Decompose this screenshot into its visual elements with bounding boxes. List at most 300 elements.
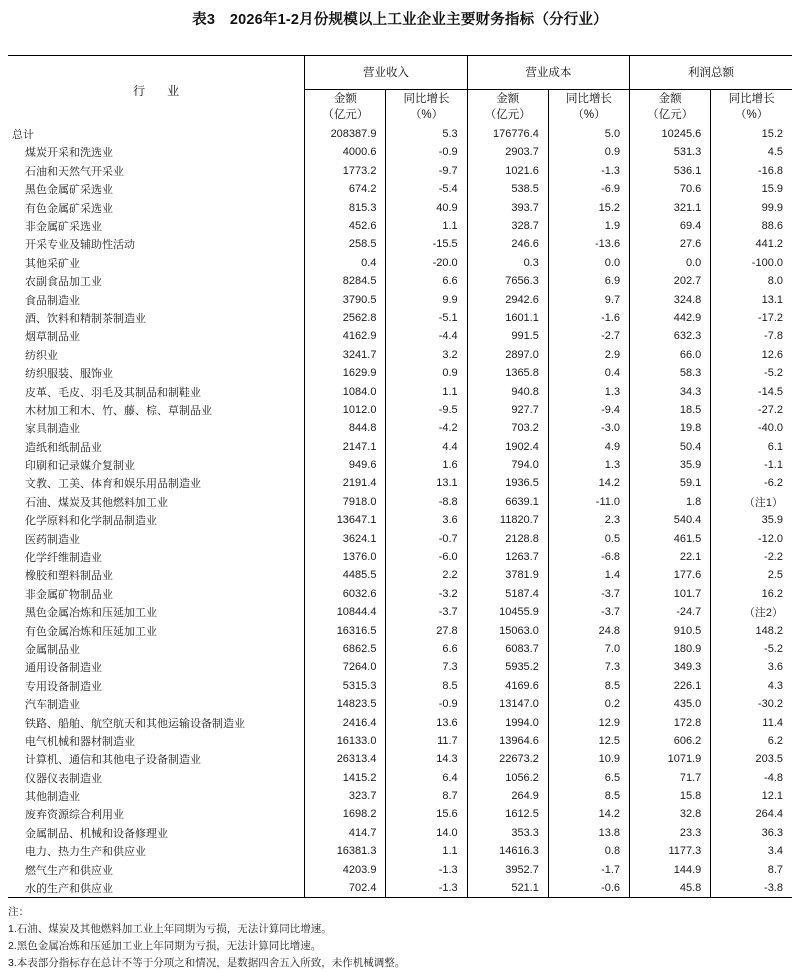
cell-revenue-amount: 16133.0: [305, 732, 386, 750]
cell-revenue-amount: 414.7: [305, 824, 386, 842]
cell-profit-growth: -3.8: [711, 879, 792, 898]
cell-cost-amount: 927.7: [467, 401, 548, 419]
table-row: [8, 860, 792, 878]
cell-revenue-amount: 14823.5: [305, 695, 386, 713]
cell-revenue-growth: 11.7: [386, 732, 467, 750]
cell-cost-growth: -3.7: [548, 603, 629, 621]
cell-profit-amount: 69.4: [630, 217, 711, 235]
subheader-name: 同比增长: [565, 92, 612, 105]
column-header-profit-amount: [630, 89, 711, 125]
cell-profit-growth: 36.3: [711, 824, 792, 842]
row-label-industry: 化学原料和化学制品制造业: [25, 515, 157, 528]
table-row: [8, 493, 792, 511]
cell-cost-growth: 0.0: [548, 254, 629, 272]
cell-cost-growth: 7.0: [548, 640, 629, 658]
cell-profit-amount: 10245.6: [630, 125, 711, 143]
cell-revenue-amount: 7918.0: [305, 493, 386, 511]
cell-revenue-amount: 10844.4: [305, 603, 386, 621]
table-row: [8, 419, 792, 437]
cell-cost-growth: -1.7: [548, 860, 629, 878]
cell-profit-growth: -100.0: [711, 254, 792, 272]
cell-cost-growth: 15.2: [548, 198, 629, 216]
cell-cost-growth: 24.8: [548, 621, 629, 639]
cell-revenue-amount: 26313.4: [305, 750, 386, 768]
cell-profit-growth: 8.7: [711, 860, 792, 878]
cell-cost-growth: 0.2: [548, 695, 629, 713]
cell-revenue-amount: 208387.9: [305, 125, 386, 143]
cell-revenue-growth: 13.6: [386, 713, 467, 731]
cell-revenue-amount: 13647.1: [305, 511, 386, 529]
cell-cost-growth: 6.5: [548, 769, 629, 787]
cell-profit-growth: -14.5: [711, 382, 792, 400]
cell-profit-growth: 441.2: [711, 235, 792, 253]
row-label-industry: 家具制造业: [25, 423, 80, 436]
cell-revenue-amount: 4000.6: [305, 143, 386, 161]
cell-profit-amount: 23.3: [630, 824, 711, 842]
row-label-industry: 水的生产和供应业: [8, 879, 305, 898]
cell-cost-growth: -13.6: [548, 235, 629, 253]
cell-revenue-amount: 323.7: [305, 787, 386, 805]
cell-profit-growth: -12.0: [711, 529, 792, 547]
cell-revenue-growth: -8.8: [386, 493, 467, 511]
column-header-revenue-amount: [305, 89, 386, 125]
column-group-operating-cost: 营业成本: [467, 55, 629, 89]
cell-cost-amount: 1936.5: [467, 474, 548, 492]
table-row: [8, 732, 792, 750]
cell-profit-growth: -5.2: [711, 364, 792, 382]
cell-cost-amount: 14616.3: [467, 842, 548, 860]
column-group-total-profit: 利润总额: [630, 55, 792, 89]
cell-cost-amount: 13964.6: [467, 732, 548, 750]
row-label-industry: 纺织业: [25, 349, 58, 362]
cell-revenue-growth: 6.6: [386, 640, 467, 658]
cell-profit-amount: 1177.3: [630, 842, 711, 860]
row-label-industry: 石油和天然气开采业: [25, 165, 124, 178]
cell-cost-amount: 1601.1: [467, 309, 548, 327]
cell-cost-growth: 1.3: [548, 456, 629, 474]
cell-cost-growth: 8.5: [548, 677, 629, 695]
table-row: [8, 621, 792, 639]
table-row: [8, 309, 792, 327]
cell-revenue-growth: 15.6: [386, 805, 467, 823]
cell-profit-growth: -1.1: [711, 456, 792, 474]
table-row: [8, 658, 792, 676]
cell-profit-growth: -27.2: [711, 401, 792, 419]
table-body: [8, 125, 792, 898]
cell-revenue-amount: 5315.3: [305, 677, 386, 695]
cell-cost-growth: 13.8: [548, 824, 629, 842]
subheader-unit: （亿元）: [322, 109, 369, 122]
subheader-name: 金额: [333, 92, 357, 105]
cell-profit-growth: 88.6: [711, 217, 792, 235]
cell-revenue-growth: -4.4: [386, 327, 467, 345]
subheader-unit: （亿元）: [647, 109, 694, 122]
table-row: [8, 143, 792, 161]
cell-cost-amount: 940.8: [467, 382, 548, 400]
cell-revenue-amount: 674.2: [305, 180, 386, 198]
row-label-industry: 废弃资源综合利用业: [25, 809, 124, 822]
row-label-industry: 纺织服装、服饰业: [25, 368, 113, 381]
cell-revenue-amount: 6032.6: [305, 585, 386, 603]
cell-profit-growth: 8.0: [711, 272, 792, 290]
cell-cost-growth: 12.9: [548, 713, 629, 731]
row-label-industry: 农副食品加工业: [25, 276, 102, 289]
cell-cost-amount: 5187.4: [467, 585, 548, 603]
cell-profit-growth: 15.2: [711, 125, 792, 143]
cell-profit-growth: （注2）: [711, 603, 792, 621]
cell-profit-amount: 59.1: [630, 474, 711, 492]
table-row: [8, 842, 792, 860]
table-row: [8, 805, 792, 823]
cell-revenue-amount: 1084.0: [305, 382, 386, 400]
cell-cost-growth: -11.0: [548, 493, 629, 511]
cell-revenue-amount: 4485.5: [305, 566, 386, 584]
cell-cost-amount: 794.0: [467, 456, 548, 474]
table-row: [8, 603, 792, 621]
cell-profit-amount: 45.8: [630, 879, 711, 898]
row-label-industry: 医药制造业: [25, 533, 80, 546]
cell-cost-amount: 0.3: [467, 254, 548, 272]
table-row: [8, 695, 792, 713]
row-label-industry: 印刷和记录媒介复制业: [25, 460, 135, 473]
cell-revenue-growth: 14.3: [386, 750, 467, 768]
cell-cost-amount: 3952.7: [467, 860, 548, 878]
cell-cost-amount: 5935.2: [467, 658, 548, 676]
table-row: [8, 125, 792, 143]
cell-revenue-amount: 4203.9: [305, 860, 386, 878]
cell-revenue-amount: 1376.0: [305, 548, 386, 566]
table-row: [8, 713, 792, 731]
row-label-industry: 电力、热力生产和供应业: [25, 846, 146, 859]
cell-profit-growth: -30.2: [711, 695, 792, 713]
subheader-name: 同比增长: [403, 92, 450, 105]
cell-profit-growth: -40.0: [711, 419, 792, 437]
cell-cost-growth: -1.3: [548, 162, 629, 180]
table-row: [8, 382, 792, 400]
cell-revenue-growth: 27.8: [386, 621, 467, 639]
cell-profit-amount: 22.1: [630, 548, 711, 566]
column-header-revenue-growth: [386, 89, 467, 125]
cell-cost-growth: 1.3: [548, 382, 629, 400]
cell-profit-growth: -4.8: [711, 769, 792, 787]
cell-cost-amount: 703.2: [467, 419, 548, 437]
cell-profit-amount: 101.7: [630, 585, 711, 603]
cell-profit-amount: 34.3: [630, 382, 711, 400]
cell-revenue-amount: 1415.2: [305, 769, 386, 787]
cell-revenue-growth: 8.5: [386, 677, 467, 695]
cell-cost-amount: 15063.0: [467, 621, 548, 639]
cell-profit-amount: 435.0: [630, 695, 711, 713]
cell-profit-amount: 58.3: [630, 364, 711, 382]
cell-revenue-growth: 1.1: [386, 382, 467, 400]
cell-profit-amount: 461.5: [630, 529, 711, 547]
cell-cost-amount: 2903.7: [467, 143, 548, 161]
cell-revenue-growth: -9.7: [386, 162, 467, 180]
table-container: [0, 55, 800, 898]
row-label-industry: 黑色金属矿采选业: [25, 184, 113, 197]
cell-revenue-amount: 2191.4: [305, 474, 386, 492]
cell-cost-growth: 4.9: [548, 437, 629, 455]
row-label-industry: 食品制造业: [25, 294, 80, 307]
header-group-row: [8, 55, 792, 89]
table-row: [8, 254, 792, 272]
cell-profit-growth: 15.9: [711, 180, 792, 198]
cell-cost-growth: 0.8: [548, 842, 629, 860]
cell-revenue-growth: -5.4: [386, 180, 467, 198]
cell-revenue-amount: 8284.5: [305, 272, 386, 290]
cell-cost-amount: 2897.0: [467, 346, 548, 364]
cell-revenue-growth: 13.1: [386, 474, 467, 492]
row-label-industry: 燃气生产和供应业: [25, 864, 113, 877]
cell-profit-growth: -6.2: [711, 474, 792, 492]
cell-cost-amount: 11820.7: [467, 511, 548, 529]
cell-cost-amount: 3781.9: [467, 566, 548, 584]
financial-indicators-table: [8, 55, 792, 898]
cell-profit-amount: 910.5: [630, 621, 711, 639]
cell-profit-amount: 540.4: [630, 511, 711, 529]
cell-profit-growth: 148.2: [711, 621, 792, 639]
cell-revenue-growth: -20.0: [386, 254, 467, 272]
cell-cost-amount: 1021.6: [467, 162, 548, 180]
row-label-industry: 开采专业及辅助性活动: [25, 239, 135, 252]
subheader-unit: （%）: [572, 109, 606, 122]
table-row: [8, 548, 792, 566]
cell-cost-growth: 7.3: [548, 658, 629, 676]
cell-revenue-growth: 6.6: [386, 272, 467, 290]
cell-revenue-growth: 9.9: [386, 290, 467, 308]
cell-revenue-amount: 1012.0: [305, 401, 386, 419]
cell-profit-amount: -24.7: [630, 603, 711, 621]
cell-revenue-amount: 815.3: [305, 198, 386, 216]
subheader-unit: （%）: [735, 109, 769, 122]
row-label-industry: 木材加工和木、竹、藤、棕、草制品业: [25, 404, 212, 417]
cell-revenue-growth: 4.4: [386, 437, 467, 455]
cell-profit-amount: 18.5: [630, 401, 711, 419]
cell-revenue-growth: 3.6: [386, 511, 467, 529]
note-item: 2.黑色金属冶炼和压延加工业上年同期为亏损，无法计算同比增速。: [8, 940, 322, 953]
cell-cost-growth: 0.5: [548, 529, 629, 547]
cell-revenue-amount: 452.6: [305, 217, 386, 235]
cell-profit-amount: 27.6: [630, 235, 711, 253]
cell-profit-amount: 66.0: [630, 346, 711, 364]
table-row: [8, 290, 792, 308]
table-row: [8, 272, 792, 290]
cell-profit-amount: 32.8: [630, 805, 711, 823]
row-label-industry: 非金属矿物制品业: [25, 588, 113, 601]
cell-profit-growth: 35.9: [711, 511, 792, 529]
cell-cost-amount: 6639.1: [467, 493, 548, 511]
cell-cost-growth: -2.7: [548, 327, 629, 345]
cell-cost-amount: 1365.8: [467, 364, 548, 382]
cell-profit-growth: 99.9: [711, 198, 792, 216]
cell-revenue-growth: 6.4: [386, 769, 467, 787]
cell-cost-growth: -3.7: [548, 585, 629, 603]
table-notes: [0, 898, 800, 972]
cell-revenue-growth: 1.1: [386, 842, 467, 860]
cell-cost-amount: 22673.2: [467, 750, 548, 768]
cell-revenue-amount: 6862.5: [305, 640, 386, 658]
row-label-industry: 铁路、船舶、航空航天和其他运输设备制造业: [25, 717, 245, 730]
table-row: [8, 364, 792, 382]
cell-profit-growth: （注1）: [711, 493, 792, 511]
cell-cost-growth: -0.6: [548, 879, 629, 898]
cell-cost-growth: 14.2: [548, 805, 629, 823]
cell-profit-amount: 1.8: [630, 493, 711, 511]
subheader-unit: （亿元）: [484, 109, 531, 122]
cell-profit-amount: 226.1: [630, 677, 711, 695]
cell-revenue-growth: -1.3: [386, 860, 467, 878]
cell-revenue-growth: 0.9: [386, 364, 467, 382]
column-header-cost-growth: [548, 89, 629, 125]
cell-cost-growth: 2.3: [548, 511, 629, 529]
cell-cost-amount: 7656.3: [467, 272, 548, 290]
cell-revenue-growth: -9.5: [386, 401, 467, 419]
table-row: [8, 787, 792, 805]
cell-revenue-amount: 16316.5: [305, 621, 386, 639]
cell-cost-amount: 1902.4: [467, 437, 548, 455]
cell-profit-amount: 19.8: [630, 419, 711, 437]
cell-revenue-amount: 16381.3: [305, 842, 386, 860]
row-label-industry: 专用设备制造业: [25, 680, 102, 693]
cell-revenue-growth: 1.1: [386, 217, 467, 235]
cell-profit-growth: 4.3: [711, 677, 792, 695]
row-label-industry: 计算机、通信和其他电子设备制造业: [25, 754, 201, 767]
row-label-industry: 通用设备制造业: [25, 662, 102, 675]
cell-cost-growth: 12.5: [548, 732, 629, 750]
table-row: [8, 217, 792, 235]
cell-profit-growth: 203.5: [711, 750, 792, 768]
cell-profit-growth: -2.2: [711, 548, 792, 566]
cell-revenue-amount: 4162.9: [305, 327, 386, 345]
cell-profit-amount: 70.6: [630, 180, 711, 198]
cell-profit-growth: 3.6: [711, 658, 792, 676]
cell-profit-growth: 11.4: [711, 713, 792, 731]
cell-cost-growth: 0.9: [548, 143, 629, 161]
row-label-industry: 汽车制造业: [25, 699, 80, 712]
table-row: [8, 750, 792, 768]
cell-revenue-growth: 1.6: [386, 456, 467, 474]
table-row: [8, 346, 792, 364]
cell-cost-amount: 1056.2: [467, 769, 548, 787]
cell-revenue-amount: 0.4: [305, 254, 386, 272]
table-row: [8, 640, 792, 658]
row-label-industry: 金属制品、机械和设备修理业: [25, 827, 168, 840]
cell-cost-amount: 538.5: [467, 180, 548, 198]
cell-profit-amount: 144.9: [630, 860, 711, 878]
subheader-unit: （%）: [409, 109, 444, 122]
cell-revenue-amount: 702.4: [305, 879, 386, 898]
cell-profit-growth: 264.4: [711, 805, 792, 823]
cell-cost-growth: 1.4: [548, 566, 629, 584]
cell-profit-amount: 531.3: [630, 143, 711, 161]
subheader-name: 同比增长: [728, 92, 775, 105]
cell-profit-amount: 536.1: [630, 162, 711, 180]
cell-cost-growth: 6.9: [548, 272, 629, 290]
row-label-industry: 其他采矿业: [25, 257, 80, 270]
cell-cost-amount: 2128.8: [467, 529, 548, 547]
table-row: [8, 677, 792, 695]
table-row: [8, 585, 792, 603]
cell-revenue-growth: -4.2: [386, 419, 467, 437]
notes-heading: 注：: [8, 906, 29, 919]
column-header-profit-growth: [711, 89, 792, 125]
row-label-industry: 有色金属冶炼和压延加工业: [25, 625, 157, 638]
row-label-industry: 酒、饮料和精制茶制造业: [25, 312, 146, 325]
cell-profit-amount: 349.3: [630, 658, 711, 676]
row-label-industry: 仪器仪表制造业: [25, 772, 102, 785]
cell-revenue-amount: 1773.2: [305, 162, 386, 180]
note-item: 1.石油、煤炭及其他燃料加工业上年同期为亏损，无法计算同比增速。: [8, 923, 332, 936]
cell-revenue-amount: 2562.8: [305, 309, 386, 327]
cell-cost-growth: 1.9: [548, 217, 629, 235]
cell-cost-growth: 5.0: [548, 125, 629, 143]
cell-cost-amount: 1994.0: [467, 713, 548, 731]
cell-revenue-growth: -0.7: [386, 529, 467, 547]
cell-revenue-growth: 40.9: [386, 198, 467, 216]
table-row: [8, 511, 792, 529]
cell-profit-growth: 6.2: [711, 732, 792, 750]
cell-revenue-growth: -1.3: [386, 879, 467, 898]
cell-revenue-amount: 949.6: [305, 456, 386, 474]
page-title: 表3 2026年1-2月份规模以上工业企业主要财务指标（分行业）: [192, 12, 608, 28]
cell-profit-amount: 177.6: [630, 566, 711, 584]
table-head: [8, 55, 792, 125]
row-label-industry: 橡胶和塑料制品业: [25, 570, 113, 583]
cell-cost-amount: 176776.4: [467, 125, 548, 143]
row-label-industry: 非金属矿采选业: [25, 220, 102, 233]
cell-profit-growth: 12.6: [711, 346, 792, 364]
cell-revenue-amount: 258.5: [305, 235, 386, 253]
cell-cost-growth: 0.4: [548, 364, 629, 382]
cell-revenue-amount: 1629.9: [305, 364, 386, 382]
row-label-industry: 石油、煤炭及其他燃料加工业: [25, 496, 168, 509]
cell-profit-growth: 2.5: [711, 566, 792, 584]
cell-cost-amount: 264.9: [467, 787, 548, 805]
cell-revenue-growth: -3.2: [386, 585, 467, 603]
cell-cost-amount: 1612.5: [467, 805, 548, 823]
cell-cost-growth: -1.6: [548, 309, 629, 327]
cell-profit-amount: 50.4: [630, 437, 711, 455]
table-row: [8, 437, 792, 455]
cell-cost-amount: 328.7: [467, 217, 548, 235]
cell-profit-amount: 172.8: [630, 713, 711, 731]
cell-revenue-amount: 2147.1: [305, 437, 386, 455]
cell-revenue-amount: 3241.7: [305, 346, 386, 364]
cell-cost-amount: 393.7: [467, 198, 548, 216]
table-row: [8, 235, 792, 253]
cell-profit-growth: -7.8: [711, 327, 792, 345]
cell-revenue-growth: -0.9: [386, 695, 467, 713]
cell-revenue-growth: 5.3: [386, 125, 467, 143]
cell-cost-amount: 6083.7: [467, 640, 548, 658]
row-label-industry: 烟草制品业: [25, 331, 80, 344]
cell-revenue-growth: -0.9: [386, 143, 467, 161]
cell-cost-amount: 991.5: [467, 327, 548, 345]
cell-cost-growth: 9.7: [548, 290, 629, 308]
cell-revenue-growth: -5.1: [386, 309, 467, 327]
cell-cost-amount: 10455.9: [467, 603, 548, 621]
cell-revenue-amount: 3790.5: [305, 290, 386, 308]
note-item: 3.本表部分指标存在总计不等于分项之和情况，是数据四舍五入所致，未作机械调整。: [8, 957, 406, 970]
cell-profit-amount: 632.3: [630, 327, 711, 345]
row-label-industry: 总计: [12, 129, 34, 142]
table-row: [8, 401, 792, 419]
row-label-industry: 皮革、毛皮、羽毛及其制品和制鞋业: [25, 386, 201, 399]
cell-profit-growth: 3.4: [711, 842, 792, 860]
table-row: [8, 180, 792, 198]
row-label-industry: 金属制品业: [25, 643, 80, 656]
cell-cost-amount: 521.1: [467, 879, 548, 898]
